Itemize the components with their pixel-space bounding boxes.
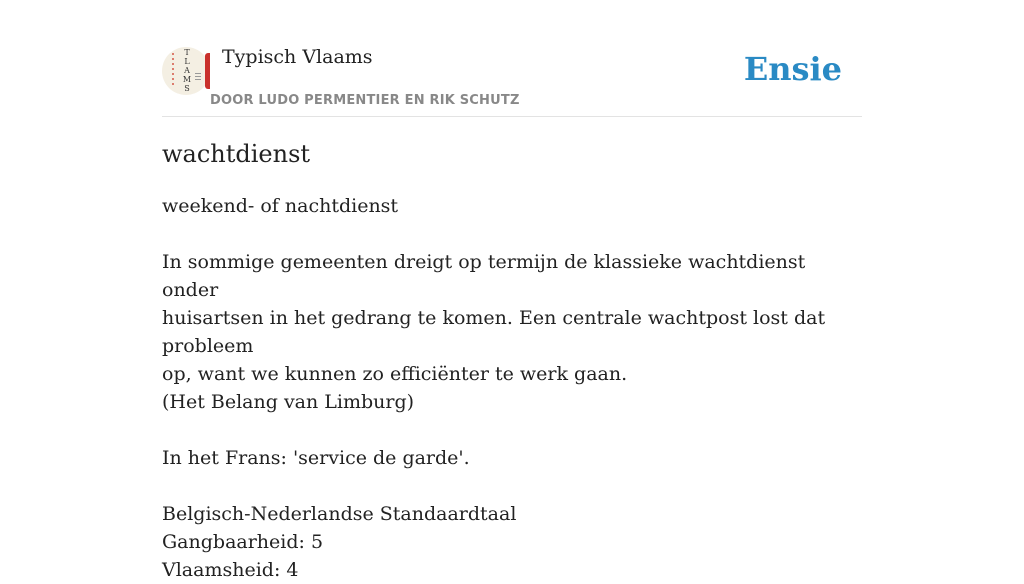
logo-letter: T [184, 48, 190, 57]
logo-letter: S [184, 84, 190, 93]
blog-logo[interactable] [162, 47, 210, 95]
page-container [162, 0, 862, 581]
spacer [162, 416, 862, 444]
logo-letter: M [182, 75, 192, 84]
logo-lines [195, 73, 201, 81]
example-line: In sommige gemeenten dreigt op termijn de klassieke wachtdienst onder [162, 251, 806, 301]
logo-letters [181, 48, 193, 93]
logo-decoration [172, 53, 174, 87]
byline: DOOR LUDO PERMENTIER EN RIK SCHUTZ [210, 93, 520, 108]
spacer [162, 220, 862, 248]
gangbaarheid-rating: Gangbaarheid: 5 [162, 531, 324, 553]
example-line: huisartsen in het gedrang te komen. Een centrale wachtpost lost dat probleem [162, 307, 826, 357]
logo-letter: A [184, 66, 190, 75]
site-header [162, 0, 862, 117]
entry-word: wachtdienst [162, 140, 311, 168]
logo-letter: L [184, 57, 190, 66]
ensie-brand-link[interactable]: Ensie [743, 50, 842, 88]
blog-title[interactable]: Typisch Vlaams [222, 46, 373, 68]
logo-accent [205, 53, 210, 89]
example-line: op, want we kunnen zo efficiënter te werk gaan. [162, 363, 628, 385]
vlaamsheid-rating: Vlaamsheid: 4 [162, 559, 299, 581]
language-label: Belgisch-Nederlandse Standaardtaal [162, 503, 517, 525]
entry-definition: weekend- of nachtdienst [162, 195, 399, 217]
french-note: In het Frans: 'service de garde'. [162, 447, 470, 469]
spacer [162, 472, 862, 500]
example-source: (Het Belang van Limburg) [162, 391, 415, 413]
entry-content [162, 192, 862, 584]
